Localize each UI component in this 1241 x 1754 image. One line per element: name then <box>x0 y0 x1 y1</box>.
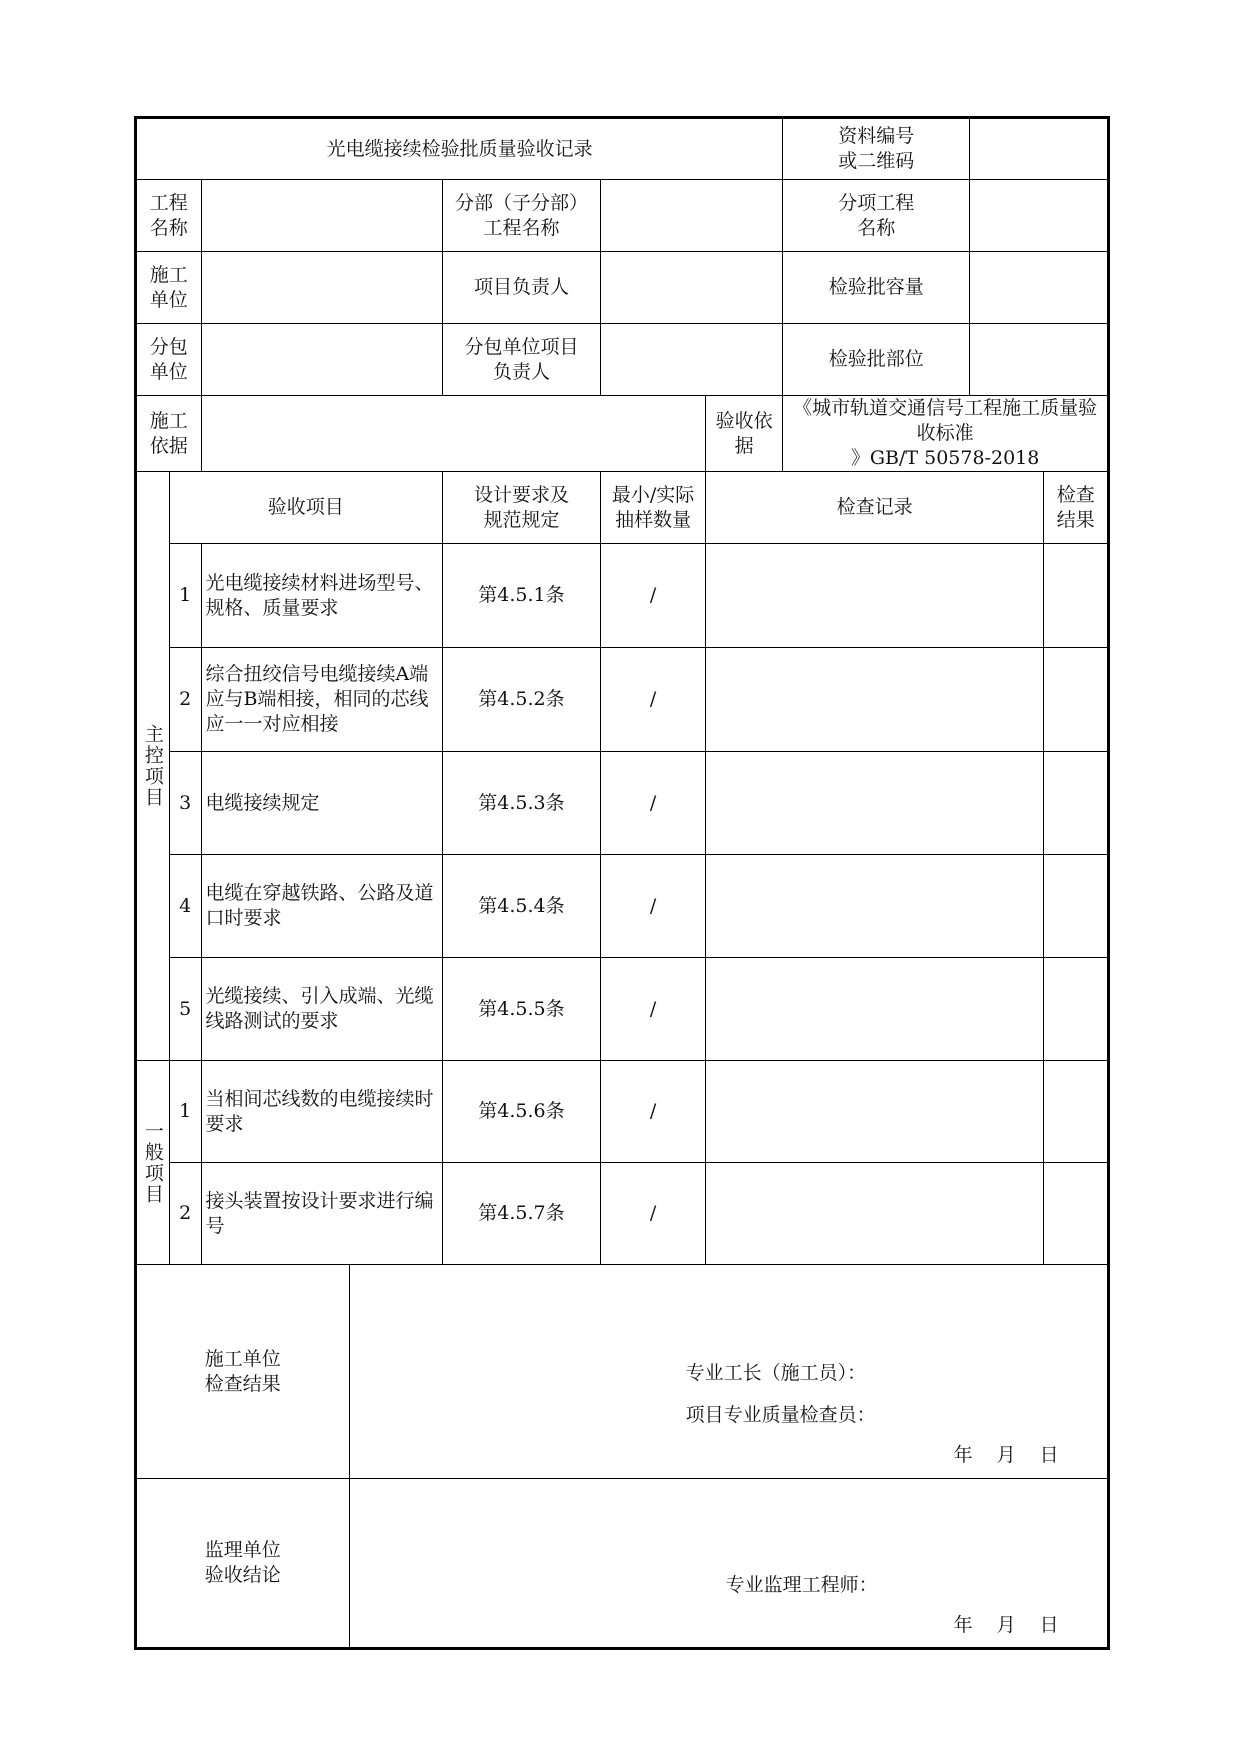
item-clause: 第4.5.4条 <box>442 855 601 958</box>
main-items-group <box>136 472 170 1061</box>
sub-manager-label: 分包单位项目 负责人 <box>442 324 601 396</box>
project-manager-label: 项目负责人 <box>442 252 601 324</box>
subdivision-label: 分部（子分部） 工程名称 <box>442 180 601 252</box>
subcontractor-field[interactable] <box>201 324 442 396</box>
title-row <box>136 118 1109 180</box>
item-no: 1 <box>169 1061 201 1163</box>
item-record[interactable] <box>705 1163 1043 1265</box>
foreman-label: 专业工长（施工员）： <box>685 1362 867 1384</box>
column-item: 验收项目 <box>169 472 442 544</box>
column-sample: 最小/实际 抽样数量 <box>601 472 706 544</box>
item-result[interactable] <box>1044 544 1109 648</box>
general-items-group <box>136 1061 170 1265</box>
general-item-row <box>136 1163 1109 1265</box>
supervisor-date: 年 月 日 <box>953 1614 1059 1636</box>
item-clause: 第4.5.2条 <box>442 648 601 752</box>
project-name-label: 工程名称 <box>136 180 202 252</box>
quality-inspector-label: 项目专业质量检查员： <box>685 1404 876 1426</box>
subitem-label: 分项工程 名称 <box>783 180 970 252</box>
batch-capacity-field[interactable] <box>970 252 1109 324</box>
supervisor-check-row <box>136 1479 1109 1649</box>
batch-location-field[interactable] <box>970 324 1109 396</box>
general-item-row <box>136 1061 1109 1163</box>
item-record[interactable] <box>705 752 1043 855</box>
item-record[interactable] <box>705 648 1043 752</box>
contractor-date: 年 月 日 <box>953 1444 1059 1466</box>
item-result[interactable] <box>1044 1163 1109 1265</box>
item-text: 综合扭绞信号电缆接续A端应与B端相接，相同的芯线应一一对应相接 <box>201 648 442 752</box>
subcontractor-label: 分包单位 <box>136 324 202 396</box>
main-item-row <box>136 958 1109 1061</box>
contractor-field[interactable] <box>201 252 442 324</box>
item-result[interactable] <box>1044 958 1109 1061</box>
general-items-group-label: 一般项目 <box>141 1120 164 1205</box>
item-no: 3 <box>169 752 201 855</box>
item-sample[interactable]: / <box>601 544 706 648</box>
supervisor-check-label: 监理单位 验收结论 <box>136 1479 350 1649</box>
item-sample[interactable]: / <box>601 1163 706 1265</box>
contractor-row <box>136 252 1109 324</box>
item-result[interactable] <box>1044 752 1109 855</box>
item-result[interactable] <box>1044 855 1109 958</box>
item-result[interactable] <box>1044 1061 1109 1163</box>
column-design-req: 设计要求及 规范规定 <box>442 472 601 544</box>
item-no: 1 <box>169 544 201 648</box>
item-text: 电缆接续规定 <box>201 752 442 855</box>
item-text: 光电缆接续材料进场型号、规格、质量要求 <box>201 544 442 648</box>
item-sample[interactable]: / <box>601 1061 706 1163</box>
column-record: 检查记录 <box>705 472 1043 544</box>
item-record[interactable] <box>705 958 1043 1061</box>
subitem-field[interactable] <box>970 180 1109 252</box>
item-result[interactable] <box>1044 648 1109 752</box>
acceptance-basis-value: 《城市轨道交通信号工程施工质量验收标准 》GB/T 50578-2018 <box>783 396 1109 472</box>
item-no: 2 <box>169 1163 201 1265</box>
item-record[interactable] <box>705 544 1043 648</box>
item-clause: 第4.5.7条 <box>442 1163 601 1265</box>
doc-no-field[interactable] <box>970 118 1109 180</box>
item-record[interactable] <box>705 1061 1043 1163</box>
column-result: 检查 结果 <box>1044 472 1109 544</box>
contractor-signature-area[interactable] <box>349 1265 1108 1479</box>
contractor-check-row <box>136 1265 1109 1479</box>
record-table <box>134 116 1110 1650</box>
item-record[interactable] <box>705 855 1043 958</box>
column-header-row <box>136 472 1109 544</box>
inspection-record-form <box>134 116 1110 1636</box>
acceptance-basis-label: 验收依据 <box>705 396 782 472</box>
item-text: 电缆在穿越铁路、公路及道口时要求 <box>201 855 442 958</box>
item-text: 光缆接续、引入成端、光缆线路测试的要求 <box>201 958 442 1061</box>
subcontractor-row <box>136 324 1109 396</box>
item-no: 5 <box>169 958 201 1061</box>
main-item-row <box>136 752 1109 855</box>
contractor-check-label: 施工单位 检查结果 <box>136 1265 350 1479</box>
supervisor-signature-area[interactable] <box>349 1479 1108 1649</box>
subdivision-field[interactable] <box>601 180 783 252</box>
item-no: 4 <box>169 855 201 958</box>
item-clause: 第4.5.5条 <box>442 958 601 1061</box>
main-items-group-label: 主控项目 <box>141 724 164 808</box>
item-sample[interactable]: / <box>601 752 706 855</box>
item-sample[interactable]: / <box>601 855 706 958</box>
form-title: 光电缆接续检验批质量验收记录 <box>136 118 783 180</box>
construction-basis-label: 施工依据 <box>136 396 202 472</box>
main-item-row <box>136 855 1109 958</box>
item-clause: 第4.5.1条 <box>442 544 601 648</box>
project-name-field[interactable] <box>201 180 442 252</box>
item-text: 接头装置按设计要求进行编号 <box>201 1163 442 1265</box>
batch-capacity-label: 检验批容量 <box>783 252 970 324</box>
sub-manager-field[interactable] <box>601 324 783 396</box>
main-item-row <box>136 544 1109 648</box>
construction-basis-field[interactable] <box>201 396 705 472</box>
item-clause: 第4.5.3条 <box>442 752 601 855</box>
contractor-label: 施工单位 <box>136 252 202 324</box>
project-manager-field[interactable] <box>601 252 783 324</box>
basis-row <box>136 396 1109 472</box>
item-no: 2 <box>169 648 201 752</box>
item-sample[interactable]: / <box>601 648 706 752</box>
doc-no-label: 资料编号 或二维码 <box>783 118 970 180</box>
item-sample[interactable]: / <box>601 958 706 1061</box>
item-text: 当相间芯线数的电缆接续时要求 <box>201 1061 442 1163</box>
project-row <box>136 180 1109 252</box>
item-clause: 第4.5.6条 <box>442 1061 601 1163</box>
batch-location-label: 检验批部位 <box>783 324 970 396</box>
supervising-engineer-label: 专业监理工程师： <box>725 1574 878 1596</box>
main-item-row <box>136 648 1109 752</box>
